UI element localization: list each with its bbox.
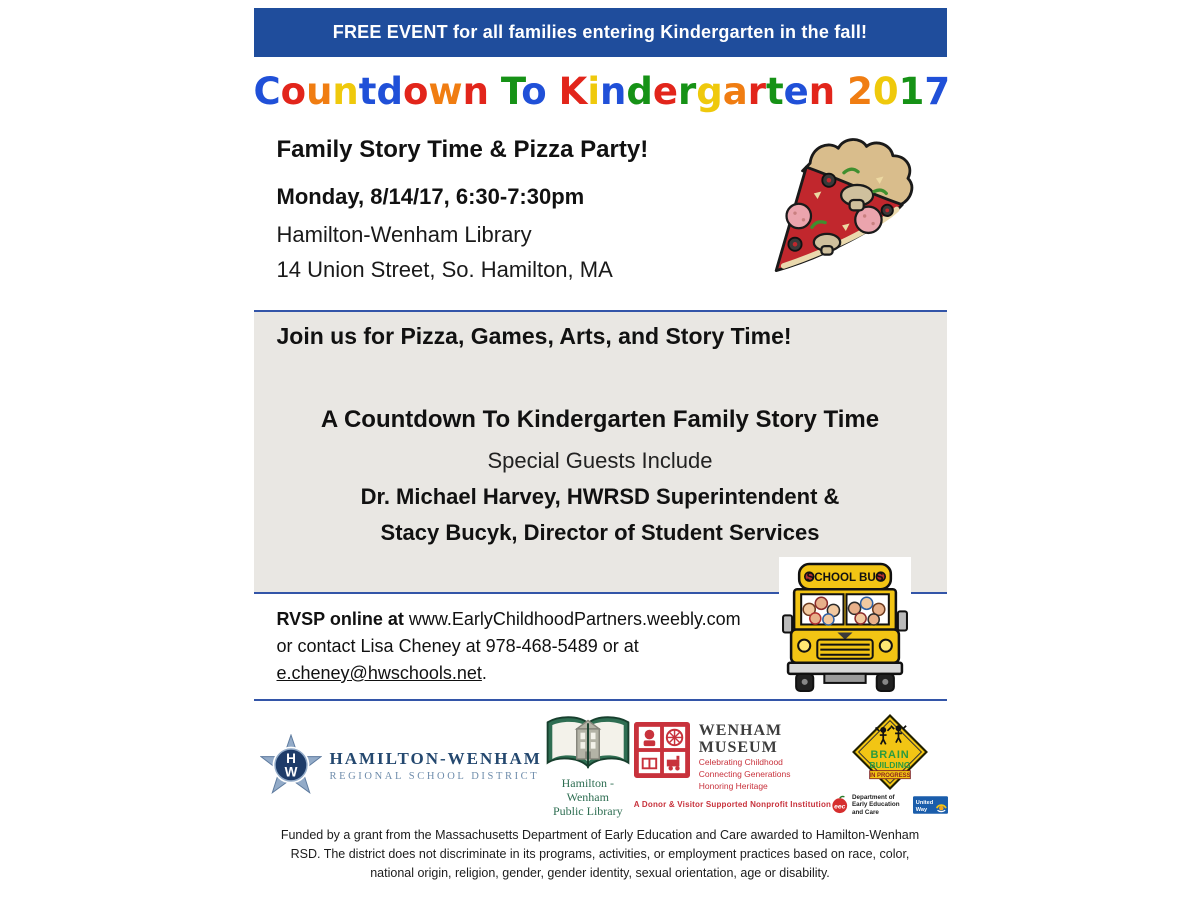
brain-word-2: BUILDING	[869, 760, 911, 771]
story-time-line: A Countdown To Kindergarten Family Story Time	[320, 406, 880, 433]
rsvp-bold-prefix: RVSP online at	[276, 609, 409, 629]
guest-line-2: Stacy Bucyk, Director of Student Services	[380, 520, 820, 545]
united-way-logo	[913, 793, 948, 817]
highlight-section	[254, 312, 947, 592]
united-way-word1: United	[915, 799, 934, 806]
divider-bottom	[254, 699, 947, 701]
pizza-slice-illustration	[763, 132, 923, 289]
rsvp-line-2: or contact Lisa Cheney at 978-468-5489 or at	[276, 636, 639, 656]
district-seal-icon	[260, 734, 322, 796]
school-bus-icon	[782, 561, 908, 694]
event-headline: Family Story Time & Pizza Party!	[276, 136, 649, 163]
pizza-slice-icon	[763, 132, 923, 284]
district-seal-w: W	[284, 764, 297, 780]
event-address: 14 Union Street, So. Hamilton, MA	[276, 257, 613, 282]
flyer-title: Countdown To Kindergarten 2017	[253, 70, 951, 113]
museum-name-line1: WENHAM	[698, 721, 783, 739]
district-seal-h: H	[285, 751, 296, 767]
eec-dept-line1: Department of	[851, 793, 895, 801]
united-way-word2: Way	[915, 806, 928, 813]
brain-word-3: IN PROGRESS	[869, 773, 911, 780]
logos-row	[254, 714, 947, 816]
eec-dept-line2: Early Education and Care	[851, 801, 900, 816]
eec-abbr-text: eec	[834, 803, 846, 811]
museum-tagline-1: Celebrating Childhood	[698, 756, 783, 767]
event-details-text	[277, 132, 649, 292]
brain-building-logo	[831, 713, 948, 817]
guests-intro: Special Guests Include	[487, 448, 713, 473]
event-datetime: Monday, 8/14/17, 6:30-7:30pm	[276, 184, 585, 209]
brain-word-1: BRAIN	[870, 748, 910, 761]
district-subtitle: REGIONAL SCHOOL DISTRICT	[329, 770, 540, 782]
guest-line-1: Dr. Michael Harvey, HWRSD Superintendent &	[360, 484, 840, 509]
top-banner	[254, 8, 947, 57]
rsvp-website-link[interactable]: www.EarlyChildhoodPartners.weebly.com	[408, 609, 741, 629]
museum-tagline-3: Honoring Heritage	[698, 780, 768, 791]
library-name-line2: Public Library	[552, 804, 623, 818]
join-line: Join us for Pizza, Games, Arts, and Story Time!	[276, 323, 792, 349]
district-logo	[260, 734, 542, 796]
footer-disclaimer	[254, 826, 947, 883]
museum-name-line2: MUSEUM	[698, 738, 778, 756]
library-logo	[542, 712, 634, 818]
rsvp-email-link[interactable]: e.cheney@hwschools.net	[276, 663, 482, 683]
district-name: HAMILTON-WENHAM	[329, 748, 542, 768]
bus-sign-text: SCHOOL BUS	[806, 571, 883, 584]
library-book-icon	[542, 712, 634, 774]
footer-disclaimer-text: Funded by a grant from the Massachusetts Department of Early Education and Care awarded to Hamilton-Wenham RSD. The district does not discriminate in its programs, activities, or employment practices based on race, color, national origin, religion, gender, gender identity, sexual orientation, age or disability.	[280, 828, 920, 880]
guests-block	[254, 406, 947, 546]
brain-building-sign-icon	[851, 713, 929, 791]
event-venue: Hamilton-Wenham Library	[276, 222, 532, 247]
museum-grid-icon	[634, 722, 690, 778]
event-details-section	[254, 132, 947, 310]
flyer	[253, 8, 951, 883]
museum-footer-line: A Donor & Visitor Supported Nonprofit Institution	[633, 799, 832, 809]
eec-logo	[831, 793, 907, 817]
banner-text: FREE EVENT for all families entering Kindergarten in the fall!	[332, 22, 868, 42]
eec-icon	[831, 793, 850, 817]
school-bus-illustration	[779, 557, 911, 697]
museum-logo	[634, 722, 831, 809]
museum-tagline-2: Connecting Generations	[698, 768, 791, 779]
library-name-line1: Hamilton - Wenham	[561, 776, 614, 804]
rsvp-period: .	[481, 663, 487, 683]
